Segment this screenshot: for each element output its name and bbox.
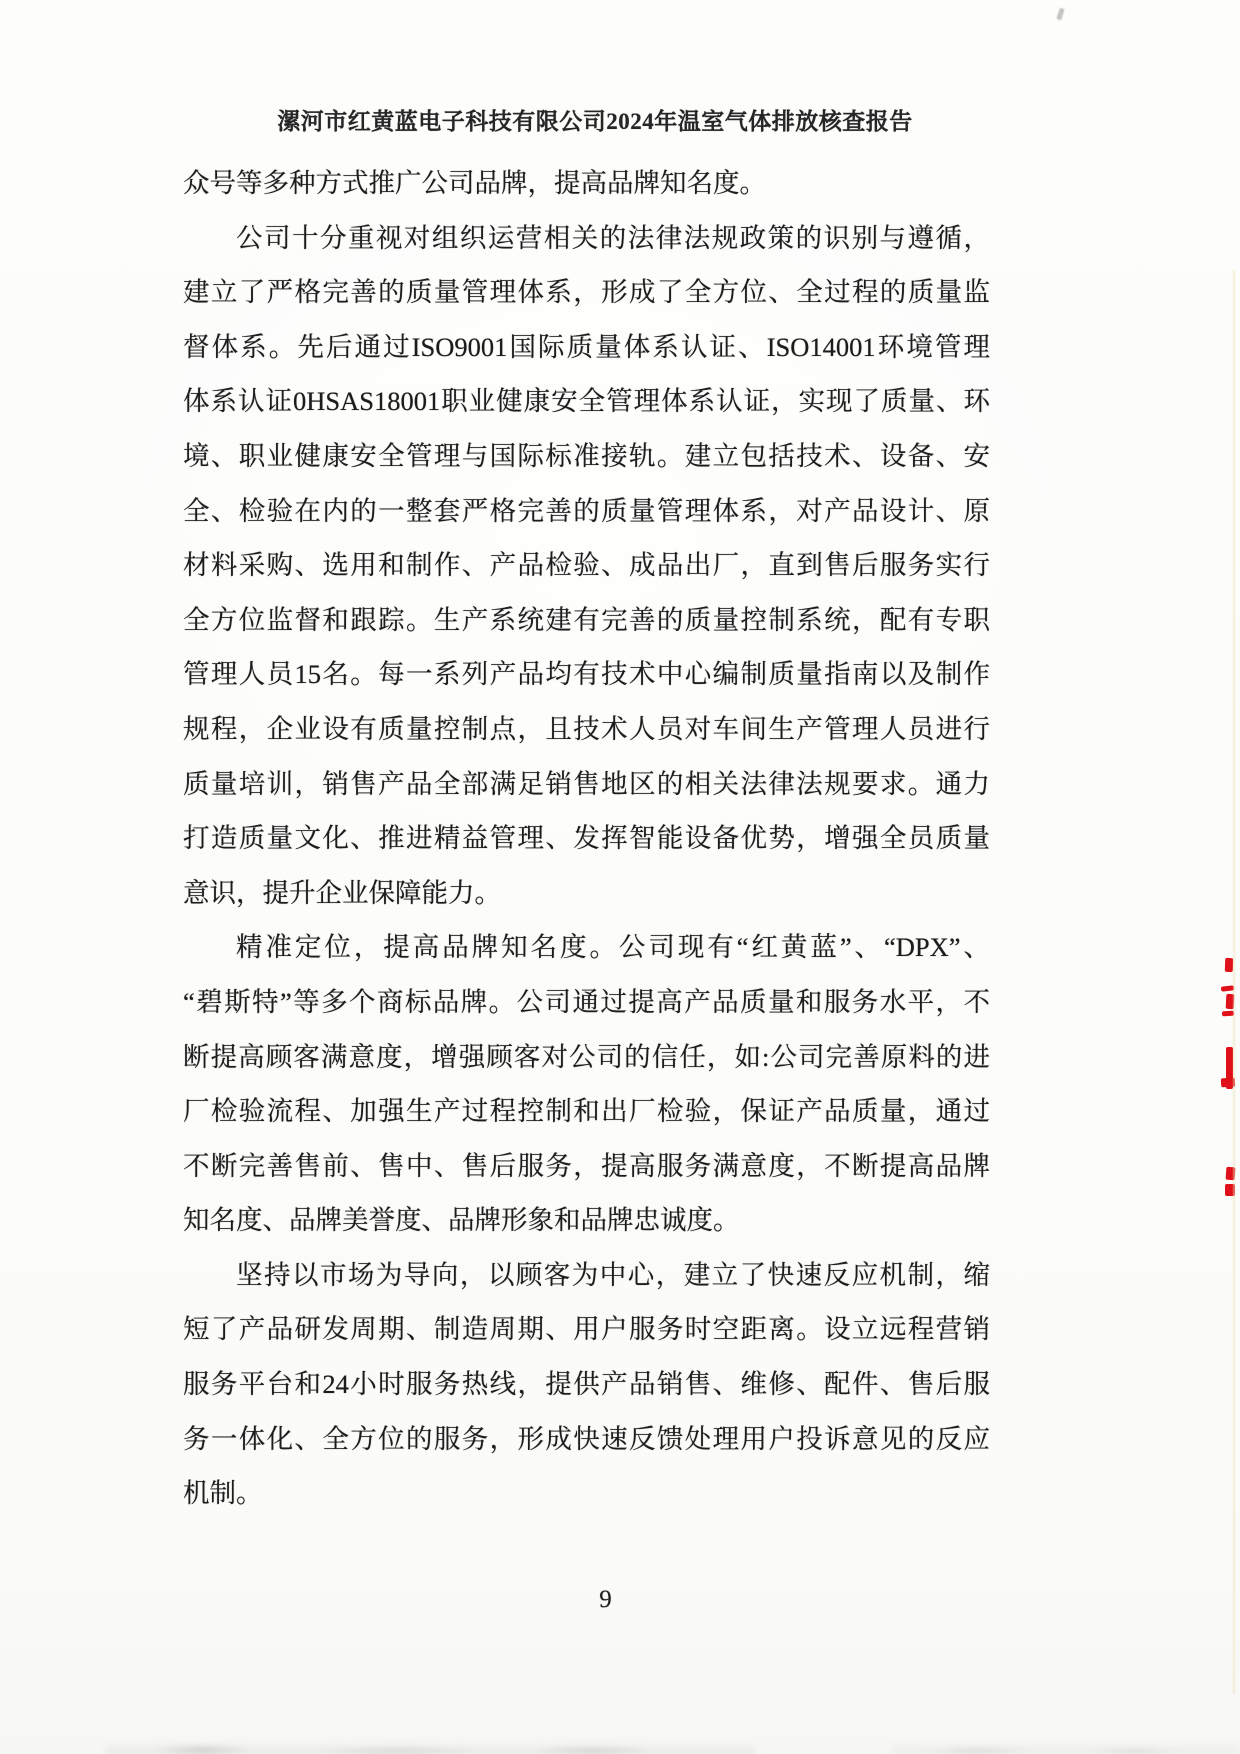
page-number: 9: [599, 1586, 612, 1613]
text-line: 不断完善售前、售中、售后服务，提高服务满意度，不断提高品牌: [183, 1150, 990, 1181]
text-line: 短了产品研发周期、制造周期、用户服务时空距离。设立远程营销: [183, 1314, 990, 1345]
text-line: 意识，提升企业保障能力。: [183, 877, 501, 908]
text-line: 厂检验流程、加强生产过程控制和出厂检验，保证产品质量，通过: [183, 1096, 990, 1127]
text-line: 全、检验在内的一整套严格完善的质量管理体系，对产品设计、原: [183, 495, 990, 526]
page-edge-shadow: [1233, 270, 1235, 1694]
text-line: 管理人员15名。每一系列产品均有技术中心编制质量指南以及制作: [183, 659, 990, 690]
red-stamp-fragment: [1225, 958, 1233, 972]
red-stamp-fragment: [1226, 1047, 1233, 1089]
text-line: 服务平台和24小时服务热线，提供产品销售、维修、配件、售后服: [183, 1369, 990, 1400]
text-line: 全方位监督和跟踪。生产系统建有完善的质量控制系统，配有专职: [183, 604, 990, 635]
text-line: 境、职业健康安全管理与国际标准接轨。建立包括技术、设备、安: [183, 440, 990, 471]
text-line: 知名度、品牌美誉度、品牌形象和品牌忠诚度。: [183, 1205, 740, 1236]
text-line: 建立了严格完善的质量管理体系，形成了全方位、全过程的质量监: [183, 277, 990, 308]
body-text: [183, 156, 990, 1521]
text-line: “碧斯特”等多个商标品牌。公司通过提高产品质量和服务水平，不: [183, 986, 990, 1017]
text-line: 断提高顾客满意度，增强顾客对公司的信任，如:公司完善原料的进: [183, 1041, 990, 1072]
text-line: 规程，企业设有质量控制点，且技术人员对车间生产管理人员进行: [183, 713, 990, 744]
text-line: 坚持以市场为导向，以顾客为中心，建立了快速反应机制，缩: [236, 1259, 990, 1290]
text-line: 务一体化、全方位的服务，形成快速反馈处理用户投诉意见的反应: [183, 1423, 990, 1454]
scan-smudge-right: [890, 1741, 1240, 1754]
text-line: 打造质量文化、推进精益管理、发挥智能设备优势，增强全员质量: [183, 823, 990, 854]
text-line: 材料采购、选用和制作、产品检验、成品出厂，直到售后服务实行: [183, 550, 990, 581]
text-line: 体系认证0HSAS18001职业健康安全管理体系认证，实现了质量、环: [183, 386, 990, 417]
text-line: 质量培训，销售产品全部满足销售地区的相关法律法规要求。通力: [183, 768, 990, 799]
scan-speck: [1056, 8, 1064, 21]
page-header-title: 漯河市红黄蓝电子科技有限公司2024年温室气体排放核查报告: [277, 109, 913, 134]
text-line: 精准定位，提高品牌知名度。公司现有“红黄蓝”、“DPX”、: [236, 932, 990, 963]
text-line: 机制。: [183, 1478, 263, 1509]
text-line: 督体系。先后通过ISO9001国际质量体系认证、ISO14001环境管理: [183, 331, 990, 362]
text-line: 公司十分重视对组织运营相关的法律法规政策的识别与遵循，: [236, 222, 990, 253]
text-line: 众号等多种方式推广公司品牌，提高品牌知名度。: [183, 168, 766, 198]
scan-smudge-left: [105, 1739, 755, 1754]
